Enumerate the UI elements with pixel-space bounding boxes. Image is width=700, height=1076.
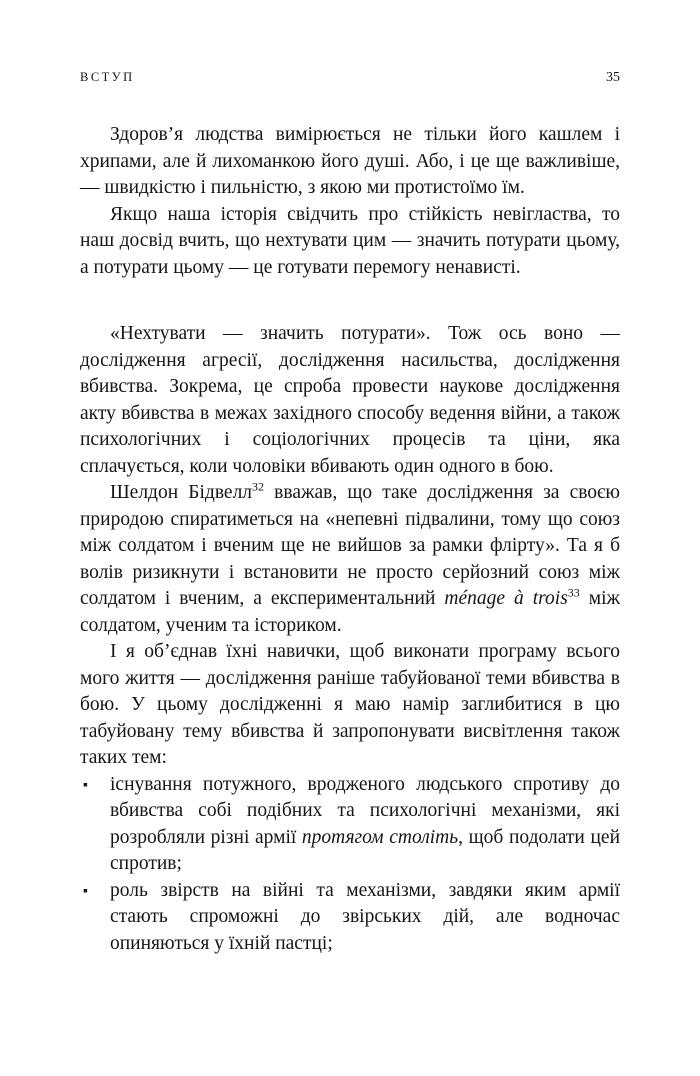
italic-text: ménage à trois (444, 588, 568, 609)
text-segment: роль звірств на війні та механізми, завдяки яким армії стають спроможні до звірських дій, але водночас опиняються у їхній пастці; (110, 879, 620, 954)
text-segment: «Нехтувати — значить потурати». Тож ось воно — дослідження агресії, дослідження насильства, дослідження вбивства. Зокрема, це спроба провести наукове дослідження акту вбивства в межах західного способу ведення війни, а також психологічних і соціологічних процесів та ціни, яка сплачується, коли чоловіки вбивають один одного в бою. (80, 323, 620, 477)
text-segment: між солдатом, ученим та істориком. (80, 588, 620, 636)
page-number: 35 (606, 70, 620, 85)
epigraph-paragraph-2 (80, 202, 620, 282)
square-bullet-icon: ▪ (83, 883, 88, 899)
body-paragraph-3 (80, 639, 620, 772)
square-bullet-icon: ▪ (83, 777, 88, 793)
text-block (80, 122, 620, 957)
text-segment: , щоб подолати цей спротив; (110, 826, 621, 874)
footnote-marker: 32 (252, 479, 265, 494)
bullet-item (80, 878, 620, 958)
text-segment: І я об’єднав їхні навички, щоб виконати програму всього мого життя — дослідження раніше табуйованої теми вбивства в бою. У цьому дослідженні я маю намір заглибитися в цю табуйовану тему вбивства й запропонувати висвітлення також таких тем: (80, 641, 620, 768)
bullet-list (80, 772, 620, 958)
text-segment: вважав, що таке дослідження за своєю природою спиратиметься на «непевні підвалини, тому що союз між солдатом і вченим ще не вийшов за рамки флірту». Та я б волів ризикнути і встановити не просто серйозний союз між солдатом і вченим, а експериментальний (80, 482, 620, 609)
bullet-text (110, 880, 620, 954)
epigraph-paragraph-1 (80, 122, 620, 202)
running-header (80, 70, 620, 86)
footnote-marker: 33 (567, 585, 580, 600)
body-paragraph-2 (80, 480, 620, 639)
body-paragraph-1 (80, 321, 620, 480)
running-title: ВСТУП (80, 70, 135, 84)
text-segment: Здоров’я людства вимірюється не тільки його кашлем і хрипами, але й лихоманкою його душі. Або, і це ще важливіше, — швидкістю і пильністю, з якою ми протистоїмо їм. (80, 124, 620, 198)
text-segment: Шелдон Бідвелл (110, 482, 253, 503)
italic-text: протягом століть (301, 826, 459, 848)
text-segment: Якщо наша історія свідчить про стійкість невігластва, то наш досвід вчить, що нехтувати цим — значить потурати цьому, а потурати цьому — це готувати перемогу ненависті. (80, 203, 620, 278)
text-segment: існування потужного, вродженого людського спротиву до вбивства собі подібних та психологічні механізми, які розробляли різні армії (110, 773, 620, 848)
bullet-text (110, 774, 620, 875)
bullet-item (80, 772, 620, 878)
